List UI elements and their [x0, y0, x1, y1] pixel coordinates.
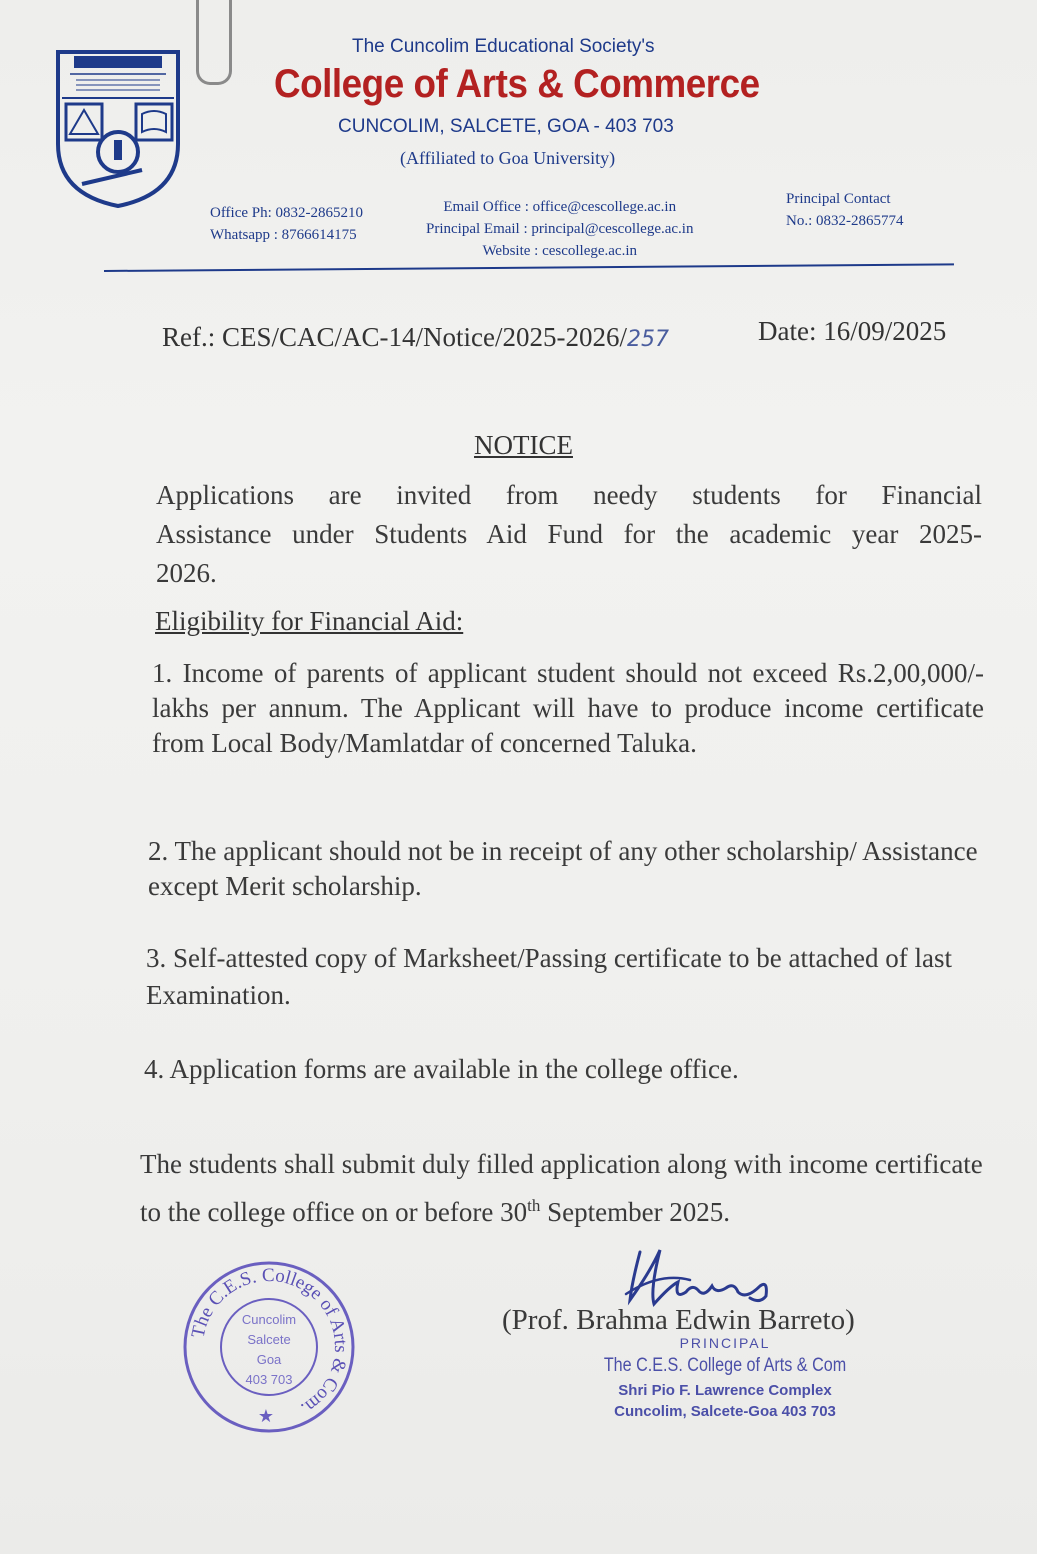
seal-center-4: 403 703 — [245, 1372, 293, 1387]
handwritten-ref-number: 257 — [627, 327, 669, 352]
email-contact-block — [426, 196, 693, 262]
college-name: College of Arts & Commerce — [274, 62, 760, 106]
seal-center-3: Goa — [256, 1352, 282, 1367]
seal-center-1: Cuncolim — [241, 1312, 297, 1327]
affiliation: (Affiliated to Goa University) — [400, 148, 616, 168]
submission-instruction — [140, 1144, 1000, 1233]
principal-email: Principal Email : principal@cescollege.ac.in — [426, 221, 694, 237]
principal-contact-block — [786, 188, 904, 232]
principal-contact-number: No.: 0832-2865774 — [786, 213, 904, 229]
closing-superscript: th — [527, 1196, 541, 1215]
stamp-line-3: Cuncolim, Salcete-Goa 403 703 — [614, 1403, 836, 1420]
stamp-line-2: Shri Pio F. Lawrence Complex — [618, 1382, 832, 1399]
notice-title: NOTICE — [474, 430, 573, 460]
stamp-title: PRINCIPAL — [679, 1335, 771, 1351]
closing-text: The students shall submit duly filled application along with income certificate to the college office on or before 30 — [140, 1149, 983, 1227]
reference-number — [162, 322, 669, 353]
website: Website : cescollege.ac.in — [482, 243, 638, 259]
seal-ring-text: The C.E.S. College of Arts & Com. — [187, 1264, 352, 1420]
college-seal-icon — [180, 1258, 358, 1436]
header-divider — [104, 263, 954, 272]
society-name: The Cuncolim Educational Society's — [352, 36, 655, 57]
signatory-name: (Prof. Brahma Edwin Barreto) — [502, 1304, 855, 1336]
office-email: Email Office : office@cescollege.ac.in — [443, 199, 677, 215]
paper-clip — [196, 0, 232, 85]
principal-stamp — [580, 1334, 870, 1422]
office-contact-block — [210, 202, 363, 246]
notice-intro: Applications are invited from needy students for Financial Assistance under Students Aid Fund for the academic year 2025-2026. — [156, 480, 982, 588]
closing-date: September 2025. — [540, 1197, 731, 1227]
whatsapp-number: Whatsapp : 8766614175 — [210, 227, 357, 243]
principal-contact-label: Principal Contact — [786, 191, 891, 207]
eligibility-point-2: 2. The applicant should not be in receipt of any other scholarship/ Assistance except Merit scholarship. — [148, 836, 978, 901]
office-phone: Office Ph: 0832-2865210 — [210, 205, 364, 221]
stamp-line-1: The C.E.S. College of Arts & Com — [603, 1355, 847, 1376]
svg-text:★: ★ — [257, 1406, 275, 1426]
eligibility-point-4: 4. Application forms are available in the college office. — [144, 1054, 739, 1084]
college-logo-icon — [52, 44, 184, 210]
eligibility-point-3: 3. Self-attested copy of Marksheet/Passing certificate to be attached of last Examination. — [146, 943, 952, 1010]
eligibility-point-1: 1. Income of parents of applicant student should not exceed Rs.2,00,000/- lakhs per annum. The Applicant will have to produce income certificate from Local Body/Mamlatdar of concerned Taluka. — [152, 658, 984, 758]
seal-center-2: Salcete — [247, 1332, 291, 1347]
notice-date: Date: 16/09/2025 — [758, 316, 947, 346]
college-address: CUNCOLIM, SALCETE, GOA - 403 703 — [338, 116, 674, 137]
eligibility-heading: Eligibility for Financial Aid: — [155, 606, 464, 636]
reference-prefix: Ref.: CES/CAC/AC-14/Notice/2025-2026/ — [162, 322, 627, 352]
